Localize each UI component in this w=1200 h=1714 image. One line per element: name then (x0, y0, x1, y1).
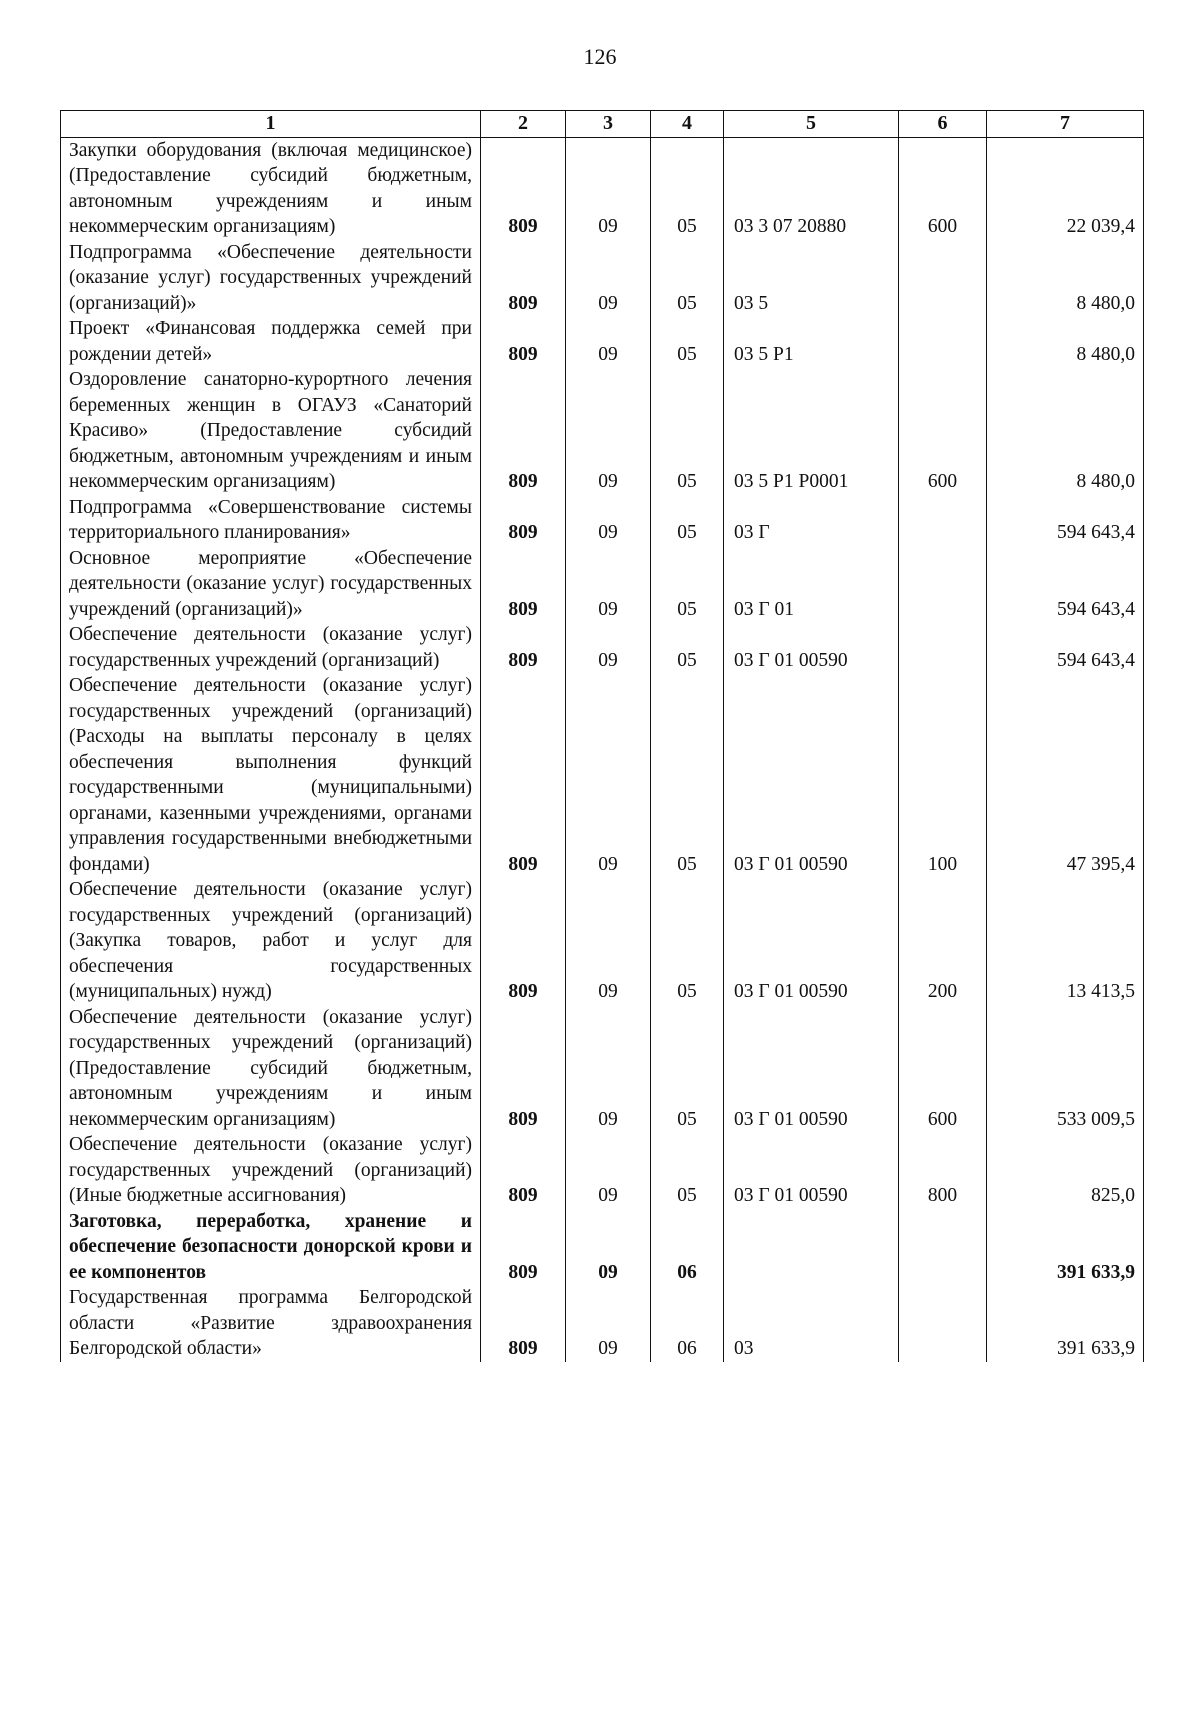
row-target-code: 03 5 Р1 Р0001 (724, 367, 899, 495)
header-col-4: 4 (651, 111, 724, 138)
table-row (61, 1005, 1144, 1133)
row-section: 09 (566, 546, 651, 623)
row-expense-type (899, 495, 987, 546)
row-target-code: 03 Г 01 00590 (724, 673, 899, 877)
row-expense-type: 600 (899, 1005, 987, 1133)
row-grbs: 809 (481, 673, 566, 877)
row-expense-type (899, 1209, 987, 1286)
header-col-1: 1 (61, 111, 481, 138)
row-amount: 8 480,0 (987, 316, 1144, 367)
row-section: 09 (566, 1132, 651, 1209)
row-grbs: 809 (481, 367, 566, 495)
table-row (61, 1209, 1144, 1286)
table-row (61, 546, 1144, 623)
row-section: 09 (566, 622, 651, 673)
row-amount: 391 633,9 (987, 1285, 1144, 1362)
row-amount: 391 633,9 (987, 1209, 1144, 1286)
row-target-code: 03 5 (724, 240, 899, 317)
header-col-3: 3 (566, 111, 651, 138)
row-section: 09 (566, 316, 651, 367)
header-col-6: 6 (899, 111, 987, 138)
page-number: 126 (583, 44, 617, 69)
row-name: Обеспечение деятельности (оказание услуг) государственных учреждений (организаций) (Расходы на выплаты персоналу в целях обеспечения выполнения функций государственными (муниципальными) органами, казенными учреждениями, органами управления государственными внебюджетными фондами) (61, 673, 481, 877)
row-subsection: 05 (651, 367, 724, 495)
row-target-code: 03 Г 01 00590 (724, 1005, 899, 1133)
row-grbs: 809 (481, 1005, 566, 1133)
row-subsection: 05 (651, 1132, 724, 1209)
row-subsection: 05 (651, 240, 724, 317)
row-section: 09 (566, 367, 651, 495)
row-target-code: 03 Г (724, 495, 899, 546)
row-subsection: 05 (651, 137, 724, 240)
row-grbs: 809 (481, 1209, 566, 1286)
row-amount: 13 413,5 (987, 877, 1144, 1005)
row-target-code: 03 Г 01 00590 (724, 622, 899, 673)
row-expense-type (899, 316, 987, 367)
row-subsection: 05 (651, 316, 724, 367)
row-target-code: 03 Г 01 00590 (724, 1132, 899, 1209)
row-section: 09 (566, 673, 651, 877)
row-subsection: 05 (651, 622, 724, 673)
row-expense-type (899, 240, 987, 317)
row-target-code: 03 Г 01 00590 (724, 877, 899, 1005)
row-amount: 8 480,0 (987, 240, 1144, 317)
row-expense-type (899, 622, 987, 673)
row-subsection: 05 (651, 546, 724, 623)
row-amount: 47 395,4 (987, 673, 1144, 877)
row-grbs: 809 (481, 622, 566, 673)
row-expense-type: 600 (899, 367, 987, 495)
row-section: 09 (566, 1209, 651, 1286)
row-name: Закупки оборудования (включая медицинское) (Предоставление субсидий бюджетным, автономным учреждениям и иным некоммерческим организациям) (61, 137, 481, 240)
row-name: Государственная программа Белгородской области «Развитие здравоохранения Белгородской области» (61, 1285, 481, 1362)
row-name: Проект «Финансовая поддержка семей при рождении детей» (61, 316, 481, 367)
row-grbs: 809 (481, 240, 566, 317)
header-col-7: 7 (987, 111, 1144, 138)
row-section: 09 (566, 137, 651, 240)
table-row (61, 673, 1144, 877)
header-row (61, 111, 1144, 138)
table-row (61, 1132, 1144, 1209)
row-subsection: 06 (651, 1209, 724, 1286)
row-target-code: 03 (724, 1285, 899, 1362)
row-grbs: 809 (481, 1285, 566, 1362)
row-section: 09 (566, 240, 651, 317)
row-target-code: 03 Г 01 (724, 546, 899, 623)
row-target-code: 03 3 07 20880 (724, 137, 899, 240)
row-expense-type: 800 (899, 1132, 987, 1209)
row-name: Обеспечение деятельности (оказание услуг) государственных учреждений (организаций) (Иные бюджетные ассигнования) (61, 1132, 481, 1209)
row-name: Подпрограмма «Обеспечение деятельности (оказание услуг) государственных учреждений (организаций)» (61, 240, 481, 317)
row-target-code: 03 5 Р1 (724, 316, 899, 367)
table-row (61, 495, 1144, 546)
row-name: Обеспечение деятельности (оказание услуг) государственных учреждений (организаций) (61, 622, 481, 673)
header-col-2: 2 (481, 111, 566, 138)
row-grbs: 809 (481, 316, 566, 367)
row-name: Подпрограмма «Совершенствование системы территориального планирования» (61, 495, 481, 546)
row-amount: 533 009,5 (987, 1005, 1144, 1133)
row-subsection: 06 (651, 1285, 724, 1362)
row-expense-type (899, 546, 987, 623)
row-name: Обеспечение деятельности (оказание услуг) государственных учреждений (организаций) (Закупка товаров, работ и услуг для обеспечения государственных (муниципальных) нужд) (61, 877, 481, 1005)
row-grbs: 809 (481, 877, 566, 1005)
row-section: 09 (566, 877, 651, 1005)
row-name: Обеспечение деятельности (оказание услуг) государственных учреждений (организаций) (Предоставление субсидий бюджетным, автономным учреждениям и иным некоммерческим организациям) (61, 1005, 481, 1133)
row-subsection: 05 (651, 877, 724, 1005)
row-expense-type: 600 (899, 137, 987, 240)
table-row (61, 240, 1144, 317)
row-amount: 8 480,0 (987, 367, 1144, 495)
table-row (61, 316, 1144, 367)
row-expense-type: 200 (899, 877, 987, 1005)
row-subsection: 05 (651, 495, 724, 546)
row-amount: 594 643,4 (987, 546, 1144, 623)
row-name: Заготовка, переработка, хранение и обеспечение безопасности донорской крови и ее компонентов (61, 1209, 481, 1286)
row-grbs: 809 (481, 137, 566, 240)
row-amount: 594 643,4 (987, 622, 1144, 673)
row-section: 09 (566, 1285, 651, 1362)
row-grbs: 809 (481, 1132, 566, 1209)
row-amount: 825,0 (987, 1132, 1144, 1209)
row-section: 09 (566, 495, 651, 546)
row-target-code (724, 1209, 899, 1286)
row-subsection: 05 (651, 1005, 724, 1133)
row-subsection: 05 (651, 673, 724, 877)
row-name: Основное мероприятие «Обеспечение деятельности (оказание услуг) государственных учреждений (организаций)» (61, 546, 481, 623)
row-expense-type (899, 1285, 987, 1362)
table-row (61, 137, 1144, 240)
row-amount: 594 643,4 (987, 495, 1144, 546)
row-grbs: 809 (481, 495, 566, 546)
table-row (61, 877, 1144, 1005)
header-col-5: 5 (724, 111, 899, 138)
row-section: 09 (566, 1005, 651, 1133)
table-row (61, 1285, 1144, 1362)
row-name: Оздоровление санаторно-курортного лечения беременных женщин в ОГАУЗ «Санаторий Красиво» (Предоставление субсидий бюджетным, автономным учреждениям и иным некоммерческим организациям) (61, 367, 481, 495)
row-grbs: 809 (481, 546, 566, 623)
budget-table (60, 110, 1144, 1362)
table-row (61, 622, 1144, 673)
table-row (61, 367, 1144, 495)
row-amount: 22 039,4 (987, 137, 1144, 240)
row-expense-type: 100 (899, 673, 987, 877)
